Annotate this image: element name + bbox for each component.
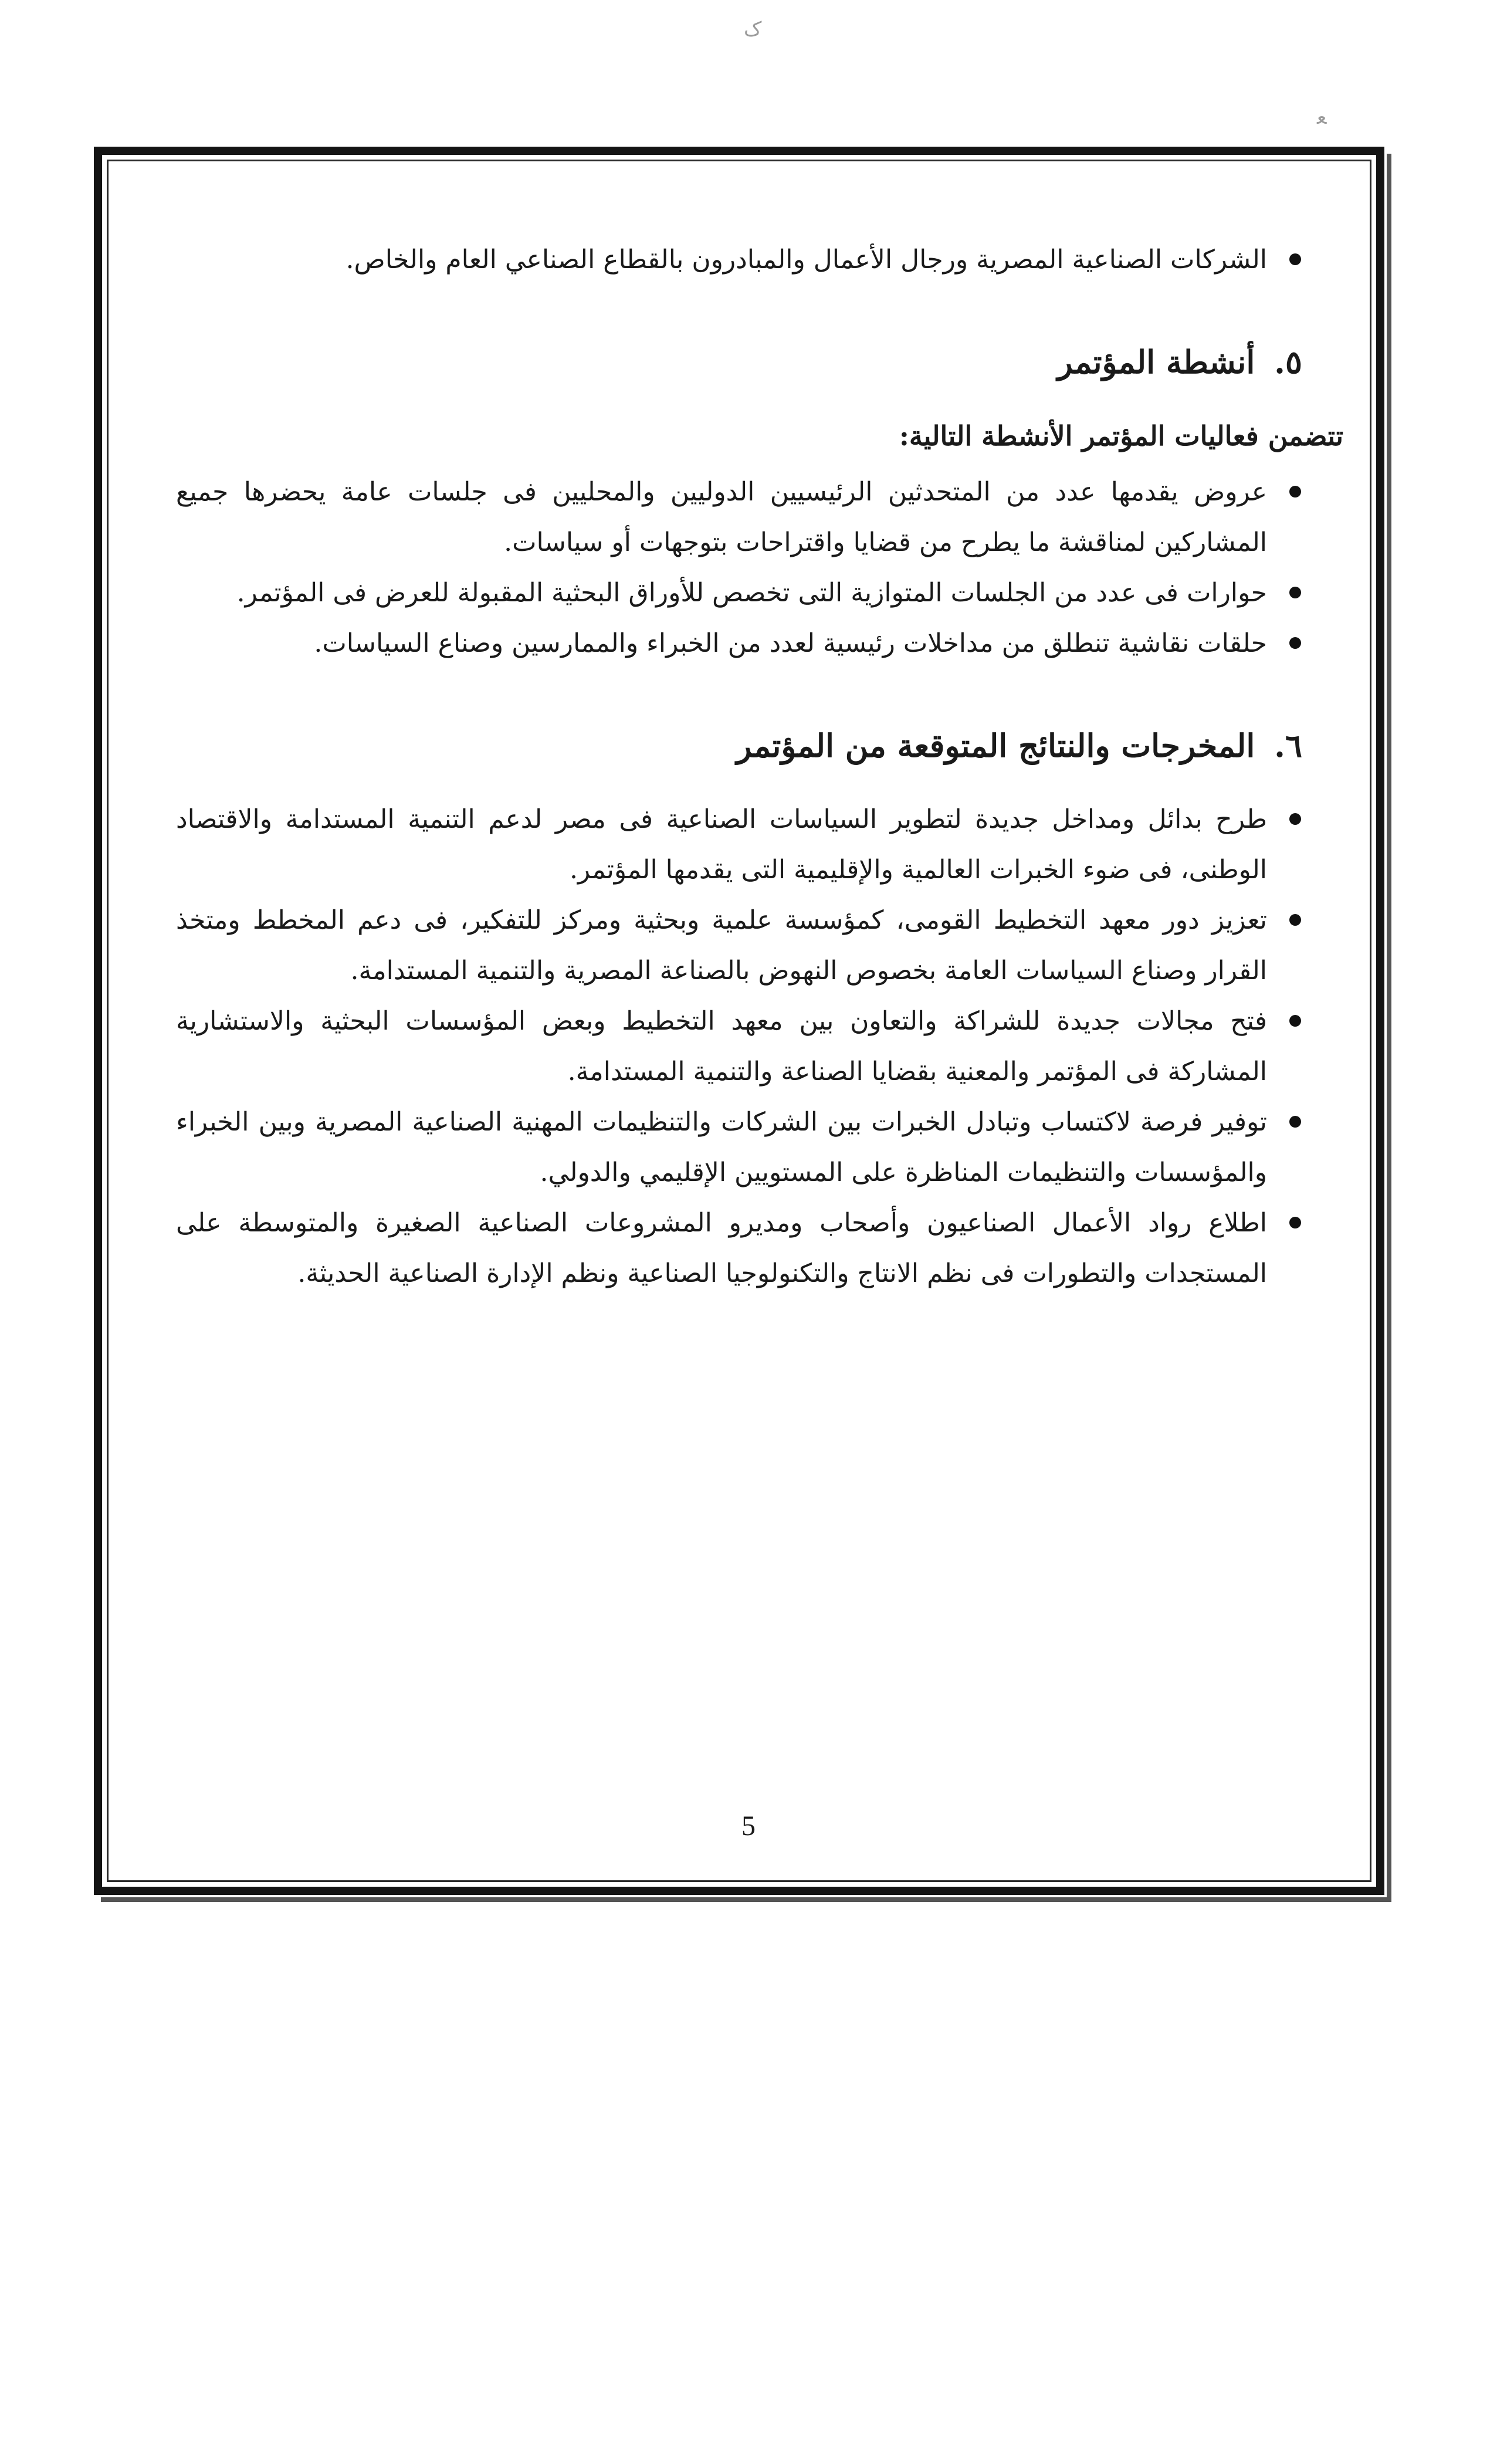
section-number: ٥. bbox=[1274, 343, 1302, 381]
list-item-text: حوارات فى عدد من الجلسات المتوازية التى تخصص للأوراق البحثية المقبولة للعرض فى المؤتمر. bbox=[236, 578, 1267, 608]
bullet-icon bbox=[1289, 813, 1301, 825]
section-6-heading bbox=[176, 720, 1302, 771]
bullet-icon bbox=[1289, 486, 1301, 497]
list-item bbox=[176, 618, 1302, 669]
bullet-icon bbox=[1289, 1217, 1301, 1228]
scan-mark: ﻌ bbox=[1317, 106, 1327, 129]
list-item bbox=[176, 568, 1302, 618]
section-5-list bbox=[176, 467, 1302, 669]
bullet-icon bbox=[1289, 253, 1301, 265]
list-item-text: اطلاع رواد الأعمال الصناعيون وأصحاب ومديرو المشروعات الصناعية الصغيرة والمتوسطة على المستجدات والتطورات فى نظم الانتاج والتكنولوجيا الصناعية ونظم الإدارة الصناعية الحديثة. bbox=[176, 1208, 1267, 1288]
list-item bbox=[176, 235, 1302, 285]
bullet-icon bbox=[1289, 914, 1301, 926]
list-item bbox=[176, 996, 1302, 1097]
list-item bbox=[176, 1198, 1302, 1299]
section-title: المخرجات والنتائج المتوقعة من المؤتمر bbox=[736, 727, 1255, 764]
section-5-intro: تتضمن فعاليات المؤتمر الأنشطة التالية: bbox=[899, 420, 1343, 452]
scan-mark: ک bbox=[744, 18, 762, 41]
list-item bbox=[176, 895, 1302, 996]
bullet-icon bbox=[1289, 637, 1301, 649]
bullet-icon bbox=[1289, 1116, 1301, 1128]
section-number: ٦. bbox=[1274, 727, 1302, 764]
list-item-text: توفير فرصة لاكتساب وتبادل الخبرات بين الشركات والتنظيمات المهنية الصناعية المصرية وبين الخبراء والمؤسسات والتنظيمات المناظرة على المستويين الإقليمي والدولي. bbox=[176, 1107, 1268, 1187]
list-item-text: الشركات الصناعية المصرية ورجال الأعمال والمبادرون بالقطاع الصناعي العام والخاص. bbox=[346, 245, 1267, 275]
list-item-text: فتح مجالات جديدة للشراكة والتعاون بين معهد التخطيط وبعض المؤسسات البحثية والاستشارية المشاركة فى المؤتمر والمعنية بقضايا الصناعة والتنمية المستدامة. bbox=[176, 1006, 1267, 1087]
list-item-text: عروض يقدمها عدد من المتحدثين الرئيسيين الدوليين والمحليين فى جلسات عامة يحضرها جميع المشاركين لمناقشة ما يطرح من قضايا واقتراحات بتوجهات أو سياسات. bbox=[176, 477, 1267, 557]
list-item-text: تعزيز دور معهد التخطيط القومى، كمؤسسة علمية وبحثية ومركز للتفكير، فى دعم المخطط ومتخذ القرار وصناع السياسات العامة بخصوص النهوض بالصناعة المصرية والتنمية المستدامة. bbox=[176, 905, 1267, 986]
bullet-icon bbox=[1289, 587, 1301, 598]
section-title: أنشطة المؤتمر bbox=[1057, 343, 1255, 381]
page-number: 5 bbox=[741, 1810, 756, 1842]
list-item bbox=[176, 794, 1302, 895]
section-6-list bbox=[176, 794, 1302, 1299]
top-bullet-list bbox=[176, 235, 1302, 285]
list-item bbox=[176, 1097, 1302, 1198]
bullet-icon bbox=[1289, 1015, 1301, 1027]
document-body bbox=[176, 235, 1343, 1299]
list-item bbox=[176, 467, 1302, 568]
section-5-heading bbox=[176, 337, 1302, 387]
list-item-text: حلقات نقاشية تنطلق من مداخلات رئيسية لعدد من الخبراء والممارسين وصناع السياسات. bbox=[314, 628, 1267, 658]
list-item-text: طرح بدائل ومداخل جديدة لتطوير السياسات الصناعية فى مصر لدعم التنمية المستدامة والاقتصاد الوطنى، فى ضوء الخبرات العالمية والإقليمية التى يقدمها المؤتمر. bbox=[176, 804, 1267, 885]
